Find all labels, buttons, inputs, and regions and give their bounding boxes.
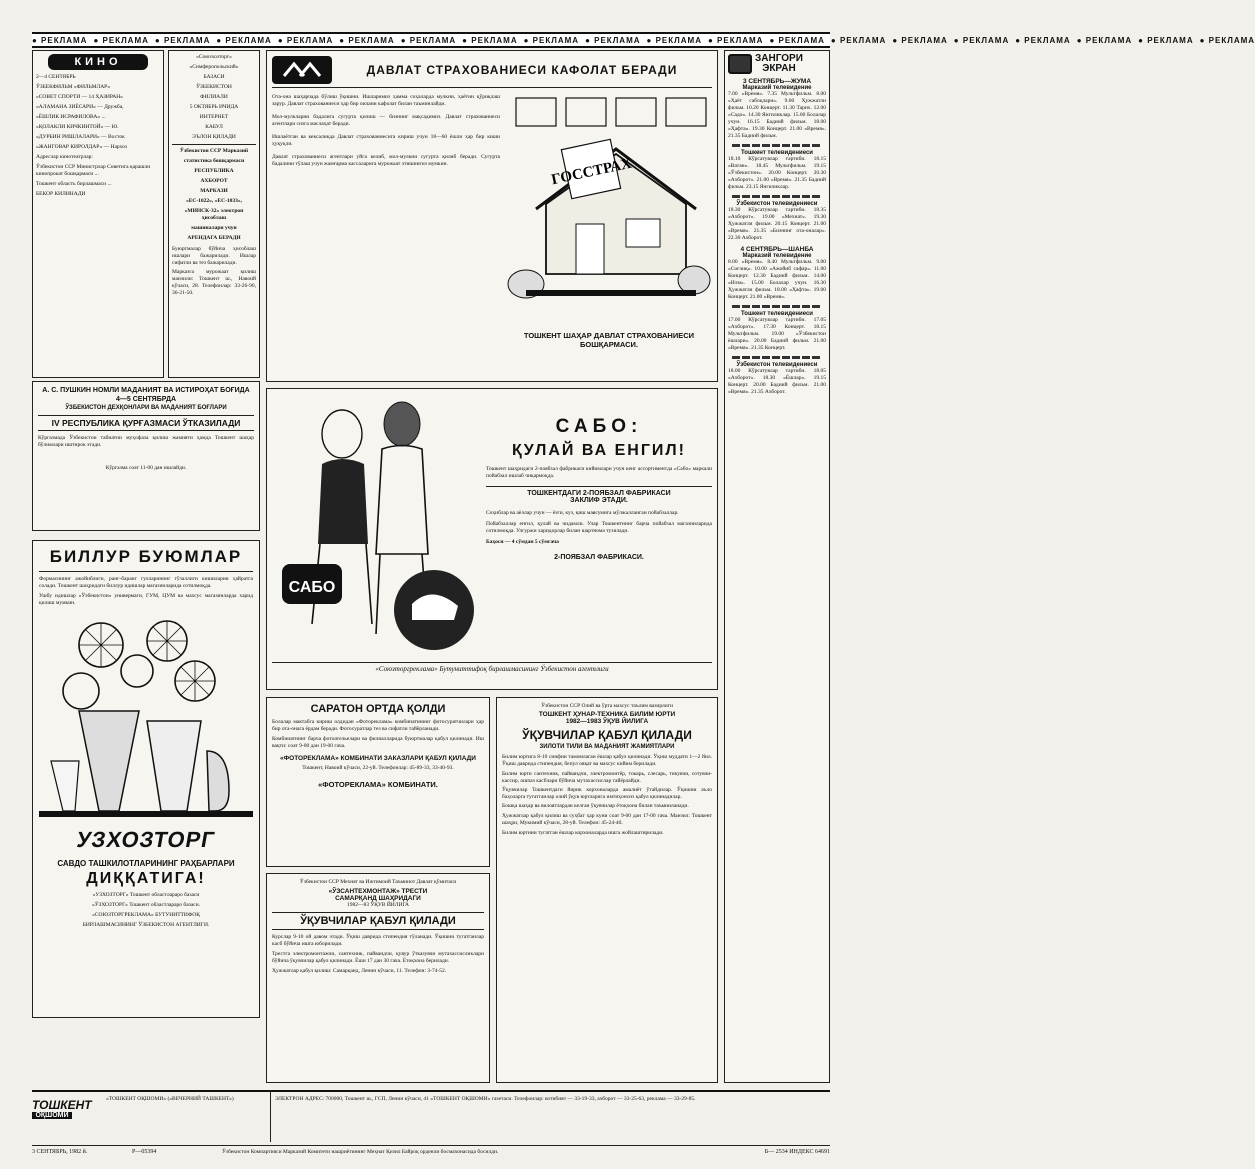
ads-strip-label: ● РЕКЛАМА [953,35,1010,45]
sabo-filler: Пойабзаллар енгил, қулай ва чидамли. Улар Тошкентнинг барча пойабзал магазинларида сотилмоқда. Улгуржи харидорлар билан шартнома тузилади. [486,521,712,534]
tv-divider [732,356,822,359]
vocational-title: ЎҚУВЧИЛАР ҚАБУЛ ҚИЛАДИ [522,728,692,742]
ad2-line2: статистика бошқармаси [183,158,245,164]
sabo-invite: ЗАКЛИФ ЭТАДИ. [570,497,628,504]
cinema-line: «ҚОЛАКЛИ КИЧКИНТОЙ» — Ю. [36,124,119,130]
billur-line: БИРЛАШМАСИНИНГ ЎЗБЕКИСТОН АГЕНТЛИГИ. [82,922,210,928]
cinema-line: ЎЗБЕКФИЛЬМ «ФИЛЬМЛАР» [36,84,111,90]
tv-program-text: 8.00 «Время». 8.40 Мультфильм. 9.00 «Соғлиқ». 10.00 «Ажойиб сафар». 11.00 Концерт. 12.30 Бадиий фильм. 14.00 «Илм». 15.00 Болалар учун. 16.30 Ҳужжатли фильм. 18.00 «Ҳафта». 19.00 Концерт. 21.00 «Время». [728,259,826,300]
tv-sections [728,78,826,396]
cinema-line: Ўзбекистон ССР Министрлар Советига қарашли кинопрокат бошқармаси ... [36,164,151,177]
tv-program-text: 18.00 Кўрсатувлар тартиби. 18.05 «Ахборот». 18.30 «Ёшлар». 19.15 Концерт. 20.00 Бадиий фильм. 21.00 «Время». 21.35 Ахборот. [728,368,826,395]
pushkin-main: IV РЕСПУБЛИКА ҚУРҒАЗМАСИ ЎТКАЗИЛАДИ [38,415,254,431]
cinema-title: КИНО [48,54,148,70]
tv-column [724,50,830,1083]
ad2-filler: Буюртмалар бўйича ҳисоблаш ишлари бажарилади. Ишлар сифатли ва тез бажарилади. Марказга мурожаат қилиш манзили: Тошкент ш., Навоий кўчаси, 28. Телефонлар: 33-26-90, 36-21-50. [172,246,256,296]
ads-strip-label: ● РЕКЛАМА [892,35,948,45]
vocational-year: 1982—1983 ЎҚУВ ЙИЛИГА [565,718,649,725]
billur-brand: УЗХОЗТОРГ [74,827,218,852]
cinema-line: «ЁШЛИК ИСРАФИЛОВА» ... [36,114,106,120]
pushkin-sub: ЎЗБЕКИСТОН ДЕХҚОНЛАРИ ВА МАДАНИЯТ БОҒЛАРИ [65,405,227,411]
vocational-filler: Билим юрти сантехник, пайвандчи, электромонтёр, токарь, слесарь, тикувчи, сотувчи-кассир, ошпаз касблари бўйича мутахассислар тайёрлайди. Ўқувчилар Тошкентдаги йирик корхоналарда амалиёт ўтайдилар. Ўқишни аъло баҳоларга тугатганлар олий ўқув юртларига имтиҳонсиз қабул қилинадилар. Бошқа шаҳар ва вилоятлардан келган ўқувчилар ётоқхона билан таъминланади. [502,771,712,809]
billur-slogan2: ДИҚҚАТИГА! [86,870,206,887]
cinema-line: Тошкент область бирлашмаси ... [36,181,112,187]
ad2-line2: МАРКАЗИ [200,188,228,194]
ad2-line: «Симферопольский» [189,64,239,70]
ads-strip-label: ● РЕКЛАМА [1015,35,1071,45]
sabo-caption: «Союзторгреклама» Бутуниттифоқ бирлашмасининг Ўзбекистон агентлиги [272,662,712,673]
footer-logo-title: ТОШКЕНТ [32,1098,92,1112]
ad2-line: 5 ОКТЯБРЬ ИЧИДА [189,104,239,110]
ads-strip-label: ● РЕКЛАМА [339,35,395,45]
ad2-line2: «МИНСК-32» электрон ҳисоблаш [184,208,244,221]
sabo-shoe-ad [266,388,718,690]
vocational-head: Ўзбекистон ССР Олий ва ўрта махсус таълим вазирлиги [541,703,673,709]
footer-publisher: Ўзбекистон Компартияси Марказий Комитети нашриётининг Меҳнат Қизил Байроқ орденли босмахонасида босилди. [222,1149,499,1155]
tv-channel-title: Ўзбекистон телевидениеси [736,201,818,207]
tv-day: 4 СЕНТЯБРЬ—ШАНБА [740,246,814,253]
pushkin-date: 4—5 СЕНТЯБРДА [115,396,177,403]
footer-paper: «ТОШКЕНТ ОҚШОМИ» («ВЕЧЕРНИЙ ТАШКЕНТ») [106,1096,234,1102]
ads-strip-label: ● РЕКЛАМА [769,35,825,45]
workers-info: 1982—83 ЎҚУВ ЙИЛИГА [346,902,410,908]
cinema-line: 2—4 СЕНТЯБРЬ [36,74,76,80]
workers-ad [266,873,490,1083]
workers-head: Ўзбекистон ССР Мехнат ва Ижтимоий Таъминот Давлат қўмитаси [299,879,457,885]
sabo-text: Тошкент шаҳридаги 2-поябзал фабрикаси кийимлари учун кенг ассортиментда «Сабо» маркали пойабзал ишлаб чиқармоқда. [486,466,712,479]
vocational-sub: ЗИЛОТИ ТИЛИ ВА МАДАНИЯТ ЖАМИЯТЛАРИ [539,744,675,750]
vocational-text3: Билим юртини тугатган ёшлар корхоналарда ишга жойлаштирилади. [502,830,664,836]
ads-strip-label: ● РЕКЛАМА [400,35,457,45]
vocational-text2: Ҳужжатлар қабул қилиш ва суҳбат ҳар куни соат 9-00 дан 17-00 гача. Манзил: Тошкент шаҳри, Мукимий кўчаси, 28-уй. Телефон: 45-24-40. [502,813,712,826]
saraton-text: Болалар мактабга кириш олдидан «Фотореклама» комбинатининг фотосуратчилари ҳар бир ота-онага ёрдам беради. Фотосуратлар тез ва сифатли тайёрланади. [272,719,484,732]
ad2-line2: РЕСПУБЛИКА [194,168,234,174]
sabo-factory: ТОШКЕНТДАГИ 2-ПОЯБЗАЛ ФАБРИКАСИ [486,486,712,497]
cinema-line: «ЖАНГОВАР КИРОЛДАР» — Нархоз [36,144,128,150]
ad2-lines2 [172,148,256,242]
ad2-line2: машиналари учун [191,225,237,231]
info-center-ad [168,50,260,378]
glassware-illustration [39,611,253,831]
tv-logo [728,54,826,74]
ads-strip-label: ● РЕКЛАМА [154,35,211,45]
ad2-line: БАЗАСИ [203,74,225,80]
saraton-contact: «ФОТОРЕКЛАМА» КОМБИНАТИ ЗАКАЗЛАРИ ҚАБУЛ ҚИЛАДИ [280,755,476,762]
footer-address: ЭЛЕКТРОН АДРЕС: 700000, Тошкент ш., ГСП, Ленин кўчаси, 41 «ТОШКЕНТ ОҚШОМИ» газетаси. Телефонлар: котибият — 33-19-33, ахборот — 33-25-63, реклама — 33-29-85. [270,1092,830,1142]
gosstrakh-label: ГОССТРАХ [550,155,634,189]
billur-text2: Ушбу идишлар «Ўзбекистон» универмаги, ГУМ, ЦУМ ва махсус магазинларда харид қилиш мумкин. [39,593,253,606]
ads-strip-label: ● РЕКЛАМА [1199,35,1255,45]
vocational-org: ТОШКЕНТ ҲУНАР-ТЕХНИКА БИЛИМ ЮРТИ [538,711,676,718]
tv-section [728,356,826,396]
sabo-title1: САБО: [555,416,643,437]
tv-channel-title: Марказий телевидение [742,85,812,91]
insurance-ad [266,50,718,382]
sabo-logo-text: САБО [288,579,336,596]
footer-logo [32,1092,102,1142]
ads-strip-label: ● РЕКЛАМА [585,35,641,45]
tv-day: 3 СЕНТЯБРЬ—ЖУМА [742,78,812,85]
tv-logo1: ЗАНГОРИ [755,53,803,64]
saraton-filler: Комбинатнинг барча фотоательелари ва филиалларида буюртмалар қабул қилинади. Иш вақти: соат 9-00 дан 19-00 гача. [272,736,484,749]
tv-section [728,246,826,301]
ads-strip-label: ● РЕКЛАМА [93,35,149,45]
tv-divider [732,305,822,308]
billur-line: «СОЮЗТОРГРЕКЛАМА» БУТУНИТТИФОҚ [92,912,200,918]
cinema-line: Адреслар кинотеатрлар: [36,154,93,160]
tv-program-text: 18.30 Кўрсатувлар тартиби. 18.35 «Ахборот». 19.00 «Мехнат». 19.30 Ҳужжатли фильм. 20.15 Концерт. 21.00 «Время». 21.35 «Бизнинг ота-оналар». 22.30 Ахборот. [728,207,826,241]
billur-slogan1: САВДО ТАШКИЛОТЛАРИНИНГ РАҲБАРЛАРИ [57,859,235,868]
sabo-price: Баҳоси — 4 сўмдан 5 сўмгача [486,539,559,545]
ad2-line: ЭЪЛОН ҚИЛАДИ [192,134,236,140]
tv-logo2: ЭКРАН [762,63,796,74]
insurance-title: ДАВЛАТ СТРАХОВАНИЕСИ КАФОЛАТ БЕРАДИ [366,63,678,77]
tv-section [728,78,826,140]
ads-strip-label: ● РЕКЛАМА [646,35,702,45]
ad2-line: КАБУЛ [205,124,223,130]
ad2-line2: АХБОРОТ [200,178,228,184]
ad2-line2: АРЕНДАГА БЕРАДИ [187,235,241,241]
ads-strip-label: ● РЕКЛАМА [32,35,88,45]
footer-num: Р—05394 [132,1149,157,1155]
ads-strip-label: ● РЕКЛАМА [523,35,580,45]
sabo-title2: ҚУЛАЙ ВА ЕНГИЛ! [512,442,686,459]
billur-title: БИЛЛУР БУЮМЛАР [39,547,253,572]
vocational-ad [496,697,718,1083]
sabo-end: 2-ПОЯБЗАЛ ФАБРИКАСИ. [554,554,644,561]
insurance-filler: Давлат страхованиеси агентлари уйга келиб, мол-мулкни сугурта қилиб беради. Сугурта бадалини тўлаш учун жамғарма кассаларига мурожаат этишингиз мумкин. [272,154,500,167]
cinema-listing [32,50,164,378]
saraton-title: САРАТОН ОРТДА ҚОЛДИ [310,703,446,715]
billur-line: «ЎЗХОЗТОРГ» Тошкент областлараро базаси. [91,902,201,908]
saraton-end: «ФОТОРЕКЛАМА» КОМБИНАТИ. [318,780,438,789]
ad2-line: ИНТЕРНЕТ [199,114,229,120]
tv-channel-title: Марказий телевидение [742,253,812,259]
ad2-lines [172,54,256,141]
ads-strip-label: ● РЕКЛАМА [1138,35,1194,45]
ad2-line2: «ЕС-1022», «ЕС-1033», [185,198,243,204]
cinema-line: «АЛАМАНА ЗИЁСАРИ» — Дружба, [36,104,124,110]
ads-strip-label: ● РЕКЛАМА [830,35,887,45]
sabo-text2: Соҳиблар ва аёллар учун — ёзги, куз, қиш мавсумига мўлжалланган пойабзаллар. [486,510,679,516]
ads-strip-label: ● РЕКЛАМА [277,35,334,45]
tv-section [728,144,826,191]
footer-bottom [32,1145,830,1155]
footer [32,1090,830,1142]
tv-program-text: 17.00 Кўрсатувлар тартиби. 17.05 «Ахборот». 17.30 Концерт. 18.15 Мультфильм. 19.00 «Ўзбекистон ёшлари». 20.00 Бадиий фильм. 21.00 «Время». 21.35 Концерт. [728,317,826,351]
tv-section [728,305,826,352]
billur-text: Формасининг ажойиблиги, ранг-баранг гулларининг гўзаллиги кишиларни ҳайратга солади. Тошкент шаҳридаги биллур идишлар магазинларида сотилмоқда. [39,576,253,589]
footer-logo-sub: ОҚШОМИ [32,1112,72,1119]
saraton-ad [266,697,490,867]
ads-strip-label: ● РЕКЛАМА [707,35,764,45]
insurance-text2: Мол-мулкларни бадалига сугурта қилиш — бизнинг мақсадимиз. Давлат страхованиеси агентлари сизга маслаҳат беради. [272,114,500,127]
workers-text: Курслар 9-10 ой давом этади. Ўқиш даврида стипендия тўланади. Ўқишни тугатганлар касб бўйича ишга юборилади. [272,934,484,947]
tv-channel-title: Тошкент телевидениеси [741,150,813,156]
workers-text2: Ҳужжатлар қабул қилиш: Самарқанд, Ленин кўчаси, 11. Телефон: 3-74-52. [272,968,447,974]
billur-line: «УЗХОЗТОРГ» Тошкент областлараро базаси [92,892,200,898]
house-illustration [506,94,712,324]
pushkin-title: А. С. ПУШКИН НОМЛИ МАДАНИЯТ ВА ИСТИРОҲАТ БОҒИДА [42,387,250,394]
cinema-line: «ДУРБИН РИШЛАЛАРИ» — Восток [36,134,125,140]
insurance-text3: Ишлаётган ва кексаликда Давлат страхованиесига кириш учун 18—60 ёшли ҳар бир киши ҳуқуқли. [272,134,500,147]
cinema-lines [36,74,160,198]
tv-channel-title: Тошкент телевидениеси [741,311,813,317]
tv-section [728,195,826,242]
ads-strip-label: ● РЕКЛАМА [462,35,518,45]
tv-screen-icon [728,54,752,74]
tv-divider [732,195,822,198]
tv-channel-title: Ўзбекистон телевидениеси [736,362,818,368]
ad2-line: ЎЗБЕКИСТОН [196,84,232,90]
vocational-text: Билим юртига 8-10 синфни тамомлаган ёшлар қабул қилинади. Ўқиш муддати 1—2 йил. Ўқиш даврида стипендия, бепул овқат ва махсус кийим берилади. [502,754,712,767]
footer-index: Б— 2534 ИНДЕКС 64691 [764,1149,830,1155]
cinema-line: БЕКОР КИЛИНАДИ [36,191,86,197]
ads-strip-label: ● РЕКЛАМА [216,35,272,45]
pushkin-text: Кўргазмада Ўзбекистон табиатни муҳофаза қилиш жамияти ҳамда Тошкент шаҳар бўлимлари иштирок этади. [38,435,254,448]
insurance-footer: ТОШКЕНТ ШАҲАР ДАВЛАТ СТРАХОВАНИЕСИ БОШҚАРМАСИ. [523,331,695,349]
workers-filler: Трестга электромонтажчи, сантехник, пайвандчи, қувур ўтказувчи мутахассисликлари бўйича ўқувчилар қабул қилинади. Ёши 17 дан 30 гача. Ётоқхона берилади. [272,951,484,964]
billur-lines [39,892,253,929]
ads-strip-label: ● РЕКЛАМА [1076,35,1133,45]
tv-program-text: 18.10 Кўрсатувлар тартиби. 18.15 «Ватан». 18.45 Мультфильм. 19.15 «Ўзбекистон». 20.00 Концерт. 20.30 «Ахборот». 21.00 «Время». 21.35 Бадиий фильм. 23.15 Янгиликлар. [728,156,826,190]
workers-org: «ЎЗСАНТЕХМОНТАЖ» ТРЕСТИ [328,888,428,895]
footer-date: 3 СЕНТЯБРЬ, 1982 й. [32,1149,88,1155]
workers-org2: САМАРҚАНД ШАҲРИДАГИ [335,895,421,902]
ad2-line: ФИЛИАЛИ [200,94,228,100]
ads-strip [32,32,1255,48]
pushkin-footer: Кўргазма соат 11-00 дан ишлайди. [105,465,187,471]
ad2-line2: Ўзбекистон ССР Марказий [179,148,249,154]
ad2-line: «Союзхозторг» [196,54,232,60]
tv-divider [732,144,822,147]
saraton-addr: Тошкент, Навоий кўчаси, 22-уй. Телефонлар: 45-89-33, 33-40-93. [302,765,454,771]
tv-program-text: 7.00 «Время». 7.35 Мультфильм. 8.00 «Ҳаёт сабоқлари». 9.00 Ҳужжатли фильм. 10.20 Концерт. 11.30 Тарих. 12.00 «Садо». 14.30 Янгиликлар. 15.00 Болалар учун. 16.15 Бадиий фильм. 18.00 «Ҳафта». 19.30 Концерт. 21.00 «Время». 21.35 Бадиий фильм. [728,91,826,139]
workers-title: ЎҚУВЧИЛАР ҚАБУЛ ҚИЛАДИ [272,912,484,930]
cinema-line: «СОВЕТ СПОРТИ — 14 ҲАЗИРАН» [36,94,123,100]
couple-illustration [272,394,478,662]
pushkin-park-ad [32,381,260,531]
billur-ad [32,540,260,1018]
insurance-logo-icon [272,56,332,84]
insurance-text: Ота-она шаҳарчада бўлиш ўқишни. Ишларимиз ҳамма соҳаларда мулкни, ҳаётни қўриқлаш зарур. Давлат страхованиеси ҳар бир оилани кафолат билан таъминлайди. [272,94,500,107]
